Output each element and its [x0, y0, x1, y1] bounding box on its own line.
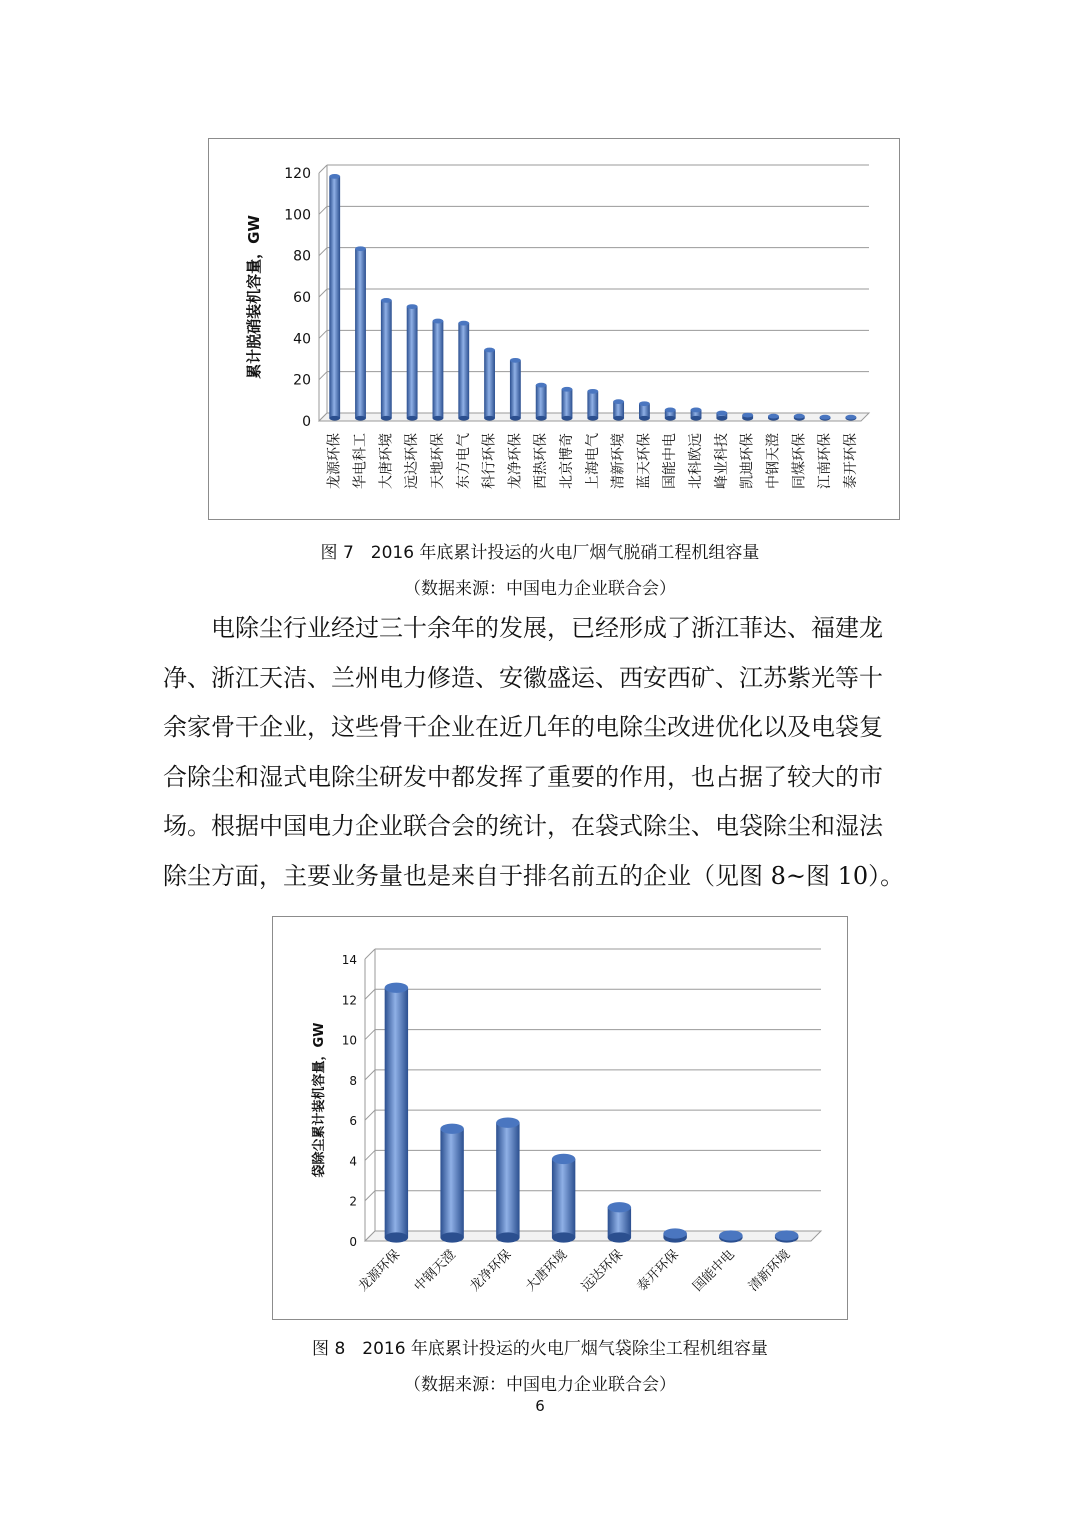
y-tick-label: 6 — [349, 1114, 357, 1129]
bar — [536, 383, 547, 421]
x-tick-label: 远达环保 — [578, 1247, 627, 1295]
bar — [716, 411, 727, 421]
x-tick-label: 北京博奇 — [558, 433, 575, 489]
x-tick-label: 清新环境 — [746, 1247, 794, 1295]
bar — [663, 1228, 686, 1242]
chart-fig8-box — [272, 916, 848, 1320]
x-tick-label: 泰开环保 — [842, 433, 859, 489]
x-tick-label: 华电科工 — [352, 433, 369, 489]
bar — [562, 387, 573, 421]
bar-base — [691, 416, 702, 421]
bar-base — [613, 416, 624, 421]
bar-top — [385, 983, 408, 993]
y-tick-label: 14 — [341, 953, 357, 967]
bar — [440, 1124, 463, 1243]
bar-body — [552, 1159, 575, 1238]
bar-base — [510, 416, 521, 421]
y-tick-label: 40 — [293, 331, 311, 348]
bar — [433, 319, 444, 421]
bar-base — [665, 416, 676, 421]
bar-body — [562, 389, 573, 418]
x-tick-label: 大唐环境 — [378, 433, 395, 489]
bar-top — [691, 408, 702, 413]
y-tick-label: 100 — [284, 207, 311, 224]
bar — [355, 246, 366, 420]
bar-body — [587, 391, 598, 418]
bar-base — [552, 1232, 575, 1242]
chart-fig7-box — [208, 138, 900, 520]
bar-base — [355, 416, 366, 421]
bar-base — [440, 1232, 463, 1242]
gridline-side — [365, 1030, 375, 1040]
bar-base — [639, 416, 650, 421]
gridline-side — [319, 206, 327, 214]
x-tick-label: 中钢天澄 — [765, 433, 782, 489]
page-number: 6 — [535, 1397, 545, 1415]
bar-body — [458, 323, 469, 418]
bar-top — [775, 1230, 798, 1240]
x-tick-label: 远达环保 — [404, 433, 421, 489]
bar-base — [433, 416, 444, 421]
y-tick-label: 60 — [293, 290, 311, 306]
bar-base — [385, 1232, 408, 1242]
x-tick-label: 清新环境 — [610, 433, 627, 489]
bar — [496, 1118, 519, 1243]
body-paragraph — [163, 604, 919, 901]
x-tick-label: 中钢天澄 — [411, 1247, 459, 1295]
bar — [775, 1230, 798, 1242]
paragraph-line: 余家骨干企业，这些骨干企业在近几年的电除尘改进优化以及电袋复 — [163, 713, 883, 741]
bar-top — [716, 411, 727, 416]
bar — [719, 1230, 742, 1242]
bar-top — [587, 389, 598, 394]
bar — [665, 408, 676, 421]
bar-base — [496, 1232, 519, 1242]
bar-top — [510, 358, 521, 363]
bar — [329, 174, 340, 421]
bar-base — [381, 416, 392, 421]
bar — [552, 1154, 575, 1243]
paragraph-line: 除尘方面，主要业务量也是来自于排名前五的企业（见图 8~图 10）。 — [163, 861, 905, 890]
bar-body — [329, 176, 340, 418]
x-tick-label: 天地环保 — [429, 433, 446, 489]
y-axis-label: 累计脱硝装机容量，GW — [245, 215, 263, 379]
x-tick-label: 国能中电 — [662, 433, 679, 489]
x-tick-label: 江南环保 — [817, 433, 834, 489]
gridline-side — [319, 372, 327, 380]
x-tick-label: 科行环保 — [481, 433, 498, 489]
bar — [794, 414, 805, 421]
paragraph-line: 合除尘和湿式电除尘研发中都发挥了重要的作用，也占据了较大的市 — [163, 762, 883, 791]
bar — [608, 1202, 631, 1243]
bar-top — [608, 1202, 631, 1212]
x-tick-label: 凯迪环保 — [739, 433, 756, 489]
bar-top — [768, 414, 779, 419]
bar-top — [433, 319, 444, 324]
paragraph-line: 场。根据中国电力企业联合会的统计，在袋式除尘、电袋除尘和湿法 — [163, 812, 883, 840]
x-tick-label: 北科欧远 — [688, 433, 705, 489]
bar-body — [613, 402, 624, 419]
y-tick-label: 120 — [284, 166, 311, 182]
bar-top — [794, 414, 805, 419]
bar-top — [639, 401, 650, 406]
bar-base — [608, 1232, 631, 1242]
y-tick-label: 4 — [349, 1154, 357, 1169]
bar-top — [536, 383, 547, 388]
bar-top — [663, 1228, 686, 1238]
bar-top — [820, 415, 831, 420]
bar-body — [536, 385, 547, 418]
bar-base — [484, 416, 495, 421]
x-tick-label: 东方电气 — [455, 433, 472, 489]
bar-base — [407, 416, 418, 421]
y-tick-label: 2 — [349, 1194, 357, 1209]
fig8-source: （数据来源：中国电力企业联合会） — [404, 1375, 676, 1395]
bar — [407, 304, 418, 420]
bar-top — [845, 415, 856, 420]
bar — [768, 414, 779, 421]
gridline-side — [319, 248, 327, 256]
y-axis-label: 袋除尘累计装机容量，GW — [312, 1022, 327, 1178]
bar-top — [719, 1230, 742, 1240]
gridline-side — [319, 289, 327, 297]
y-tick-label: 0 — [349, 1235, 357, 1249]
bar-body — [440, 1129, 463, 1238]
x-tick-label: 龙净环保 — [467, 1247, 515, 1295]
bar — [587, 389, 598, 421]
bar — [385, 983, 408, 1243]
bar-body — [510, 360, 521, 418]
x-tick-label: 国能中电 — [690, 1247, 738, 1295]
bar-base — [562, 416, 573, 421]
bar-body — [355, 249, 366, 418]
gridline-side — [365, 949, 375, 959]
x-tick-label: 上海电气 — [584, 433, 601, 489]
bar-top — [329, 174, 340, 179]
gridline-side — [319, 330, 327, 338]
gridline-side — [365, 1191, 375, 1201]
gridline-side — [365, 1110, 375, 1120]
paragraph-line: 电除尘行业经过三十余年的发展，已经形成了浙江菲达、福建龙 — [163, 614, 883, 642]
bar — [381, 298, 392, 421]
x-tick-label: 龙净环保 — [507, 433, 524, 489]
bar-base — [587, 416, 598, 421]
bar — [742, 413, 753, 421]
bar-body — [407, 307, 418, 419]
bar-top — [665, 408, 676, 413]
gridline-side — [365, 1070, 375, 1080]
bar-top — [381, 298, 392, 303]
bar-top — [613, 399, 624, 404]
bar-top — [407, 304, 418, 309]
bar-top — [552, 1154, 575, 1164]
fig7-caption: 图 7 2016 年底累计投运的火电厂烟气脱硝工程机组容量 — [320, 543, 760, 563]
bar-top — [355, 246, 366, 251]
bar — [613, 399, 624, 420]
bar-base — [536, 416, 547, 421]
fig7-source: （数据来源：中国电力企业联合会） — [404, 579, 676, 599]
bar-base — [716, 416, 727, 421]
y-tick-label: 20 — [293, 372, 311, 389]
bar — [510, 358, 521, 421]
bar-body — [381, 300, 392, 418]
bar-body — [433, 321, 444, 418]
y-tick-label: 10 — [341, 1033, 357, 1048]
x-tick-label: 龙源环保 — [355, 1247, 404, 1295]
bar-base — [329, 416, 340, 421]
gridline-side — [365, 1150, 375, 1160]
bar-top — [458, 321, 469, 326]
bar — [458, 321, 469, 421]
bar — [845, 415, 856, 421]
x-tick-label: 大唐环境 — [523, 1247, 571, 1295]
bar — [484, 348, 495, 421]
bar-top — [440, 1124, 463, 1134]
chart-fig7 — [209, 139, 901, 521]
y-tick-label: 12 — [341, 993, 357, 1008]
bar-body — [496, 1123, 519, 1238]
bar-top — [742, 413, 753, 418]
y-tick-label: 0 — [302, 414, 311, 430]
x-tick-label: 同煤环保 — [791, 433, 808, 489]
bar-top — [562, 387, 573, 392]
y-tick-label: 8 — [349, 1073, 357, 1088]
x-tick-label: 龙源环保 — [326, 433, 343, 489]
chart-fig8 — [273, 917, 849, 1321]
bar-body — [484, 350, 495, 418]
x-tick-label: 西热环保 — [533, 433, 550, 489]
bar-base — [458, 416, 469, 421]
bar — [691, 408, 702, 421]
bar-body — [385, 988, 408, 1238]
bar — [820, 415, 831, 421]
x-tick-label: 泰开环保 — [634, 1247, 682, 1295]
chart-floor — [365, 1231, 821, 1241]
x-tick-label: 峰业科技 — [713, 433, 730, 489]
paragraph-line: 净、浙江天洁、兰州电力修造、安徽盛运、西安西矿、江苏紫光等十 — [163, 663, 883, 692]
bar-top — [484, 348, 495, 353]
gridline-side — [365, 989, 375, 999]
gridline-side — [319, 165, 327, 173]
fig8-caption: 图 8 2016 年底累计投运的火电厂烟气袋除尘工程机组容量 — [312, 1339, 768, 1359]
y-tick-label: 80 — [293, 248, 311, 265]
bar — [639, 401, 650, 420]
bar-top — [496, 1118, 519, 1128]
x-tick-label: 蓝天环保 — [636, 433, 653, 489]
